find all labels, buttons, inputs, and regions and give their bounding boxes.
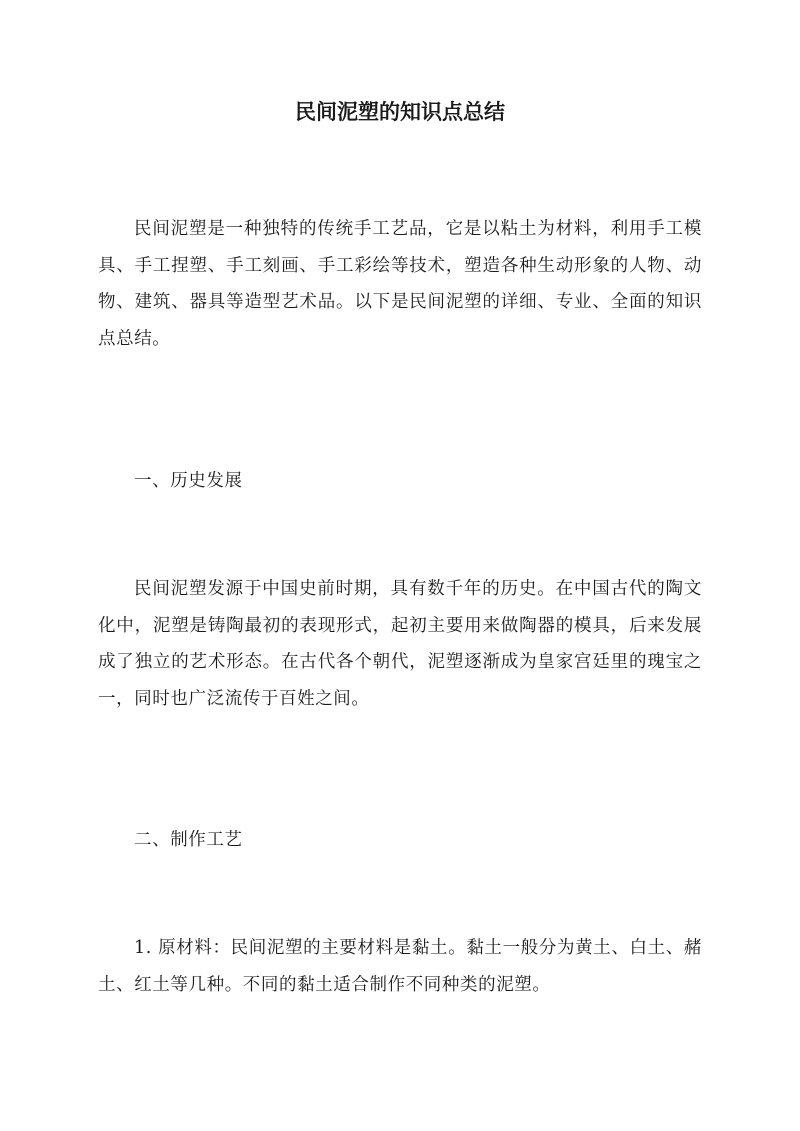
material-paragraph: 1. 原材料：民间泥塑的主要材料是黏土。黏土一般分为黄土、白土、赭土、红土等几种。不同的黏土适合制作不同种类的泥塑。 bbox=[98, 938, 702, 995]
document-title: 民间泥塑的知识点总结 bbox=[295, 99, 505, 124]
section-heading-craft: 二、制作工艺 bbox=[134, 830, 243, 850]
section-heading-history: 一、历史发展 bbox=[134, 471, 243, 491]
history-paragraph: 民间泥塑发源于中国史前时期，具有数千年的历史。在中国古代的陶文化中，泥塑是铸陶最初的表现形式，起初主要用来做陶器的模具，后来发展成了独立的艺术形态。在古代各个朝代，泥塑逐渐成为皇家宫廷里的瑰宝之一，同时也广泛流传于百姓之间。 bbox=[98, 579, 702, 709]
intro-paragraph: 民间泥塑是一种独特的传统手工艺品，它是以粘土为材料，利用手工模具、手工捏塑、手工刻画、手工彩绘等技术，塑造各种生动形象的人物、动物、建筑、器具等造型艺术品。以下是民间泥塑的详细、专业、全面的知识点总结。 bbox=[98, 219, 702, 349]
